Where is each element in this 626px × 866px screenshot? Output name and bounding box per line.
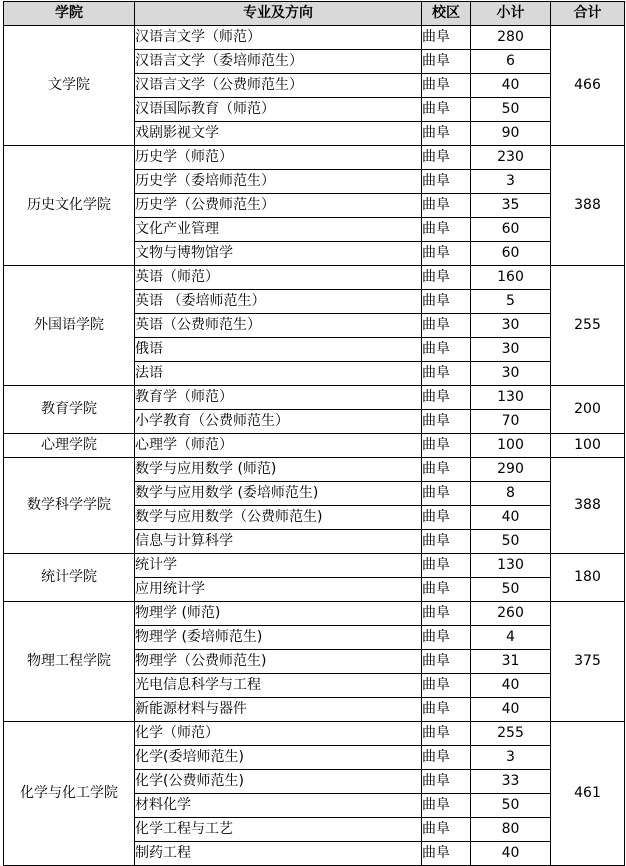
table-row [4, 26, 625, 50]
table-row [4, 266, 625, 290]
subtotal-cell: 40 [471, 842, 551, 866]
campus-cell: 曲阜 [422, 650, 471, 674]
subtotal-cell: 255 [471, 722, 551, 746]
major-cell: 汉语言文学（委培师范生） [135, 50, 422, 74]
subtotal-cell: 30 [471, 338, 551, 362]
major-cell: 制药工程 [135, 842, 422, 866]
total-cell: 461 [551, 722, 625, 866]
campus-cell: 曲阜 [422, 410, 471, 434]
subtotal-cell: 40 [471, 506, 551, 530]
campus-cell: 曲阜 [422, 194, 471, 218]
table-body [4, 26, 625, 866]
subtotal-cell: 50 [471, 578, 551, 602]
total-cell: 200 [551, 386, 625, 434]
major-cell: 小学教育（公费师范生） [135, 410, 422, 434]
major-cell: 法语 [135, 362, 422, 386]
total-cell: 388 [551, 458, 625, 554]
subtotal-cell: 6 [471, 50, 551, 74]
college-cell: 统计学院 [4, 554, 135, 602]
subtotal-cell: 280 [471, 26, 551, 50]
major-cell: 汉语言文学（师范） [135, 26, 422, 50]
college-cell: 历史文化学院 [4, 146, 135, 266]
campus-cell: 曲阜 [422, 122, 471, 146]
campus-cell: 曲阜 [422, 314, 471, 338]
college-cell: 化学与化工学院 [4, 722, 135, 866]
campus-cell: 曲阜 [422, 218, 471, 242]
campus-cell: 曲阜 [422, 458, 471, 482]
major-cell: 化学(公费师范生) [135, 770, 422, 794]
major-cell: 汉语言文学（公费师范生） [135, 74, 422, 98]
table-row [4, 722, 625, 746]
total-cell: 388 [551, 146, 625, 266]
subtotal-cell: 31 [471, 650, 551, 674]
total-cell: 100 [551, 434, 625, 458]
major-cell: 物理学 (师范) [135, 602, 422, 626]
major-cell: 应用统计学 [135, 578, 422, 602]
campus-cell: 曲阜 [422, 266, 471, 290]
major-cell: 数学与应用数学 (师范) [135, 458, 422, 482]
subtotal-cell: 160 [471, 266, 551, 290]
major-cell: 新能源材料与器件 [135, 698, 422, 722]
major-cell: 化学(委培师范生) [135, 746, 422, 770]
college-cell: 物理工程学院 [4, 602, 135, 722]
subtotal-cell: 90 [471, 122, 551, 146]
campus-cell: 曲阜 [422, 578, 471, 602]
major-cell: 文化产业管理 [135, 218, 422, 242]
campus-cell: 曲阜 [422, 290, 471, 314]
major-cell: 教育学（师范） [135, 386, 422, 410]
college-cell: 教育学院 [4, 386, 135, 434]
subtotal-cell: 30 [471, 362, 551, 386]
campus-cell: 曲阜 [422, 674, 471, 698]
total-cell: 466 [551, 26, 625, 146]
major-cell: 数学与应用数学 (委培师范生) [135, 482, 422, 506]
major-cell: 物理学 (委培师范生) [135, 626, 422, 650]
campus-cell: 曲阜 [422, 818, 471, 842]
major-cell: 历史学（委培师范生） [135, 170, 422, 194]
campus-cell: 曲阜 [422, 794, 471, 818]
campus-cell: 曲阜 [422, 770, 471, 794]
campus-cell: 曲阜 [422, 74, 471, 98]
campus-cell: 曲阜 [422, 50, 471, 74]
major-cell: 汉语国际教育（师范） [135, 98, 422, 122]
campus-cell: 曲阜 [422, 722, 471, 746]
campus-cell: 曲阜 [422, 698, 471, 722]
campus-cell: 曲阜 [422, 554, 471, 578]
major-cell: 文物与博物馆学 [135, 242, 422, 266]
header-total: 合计 [551, 2, 625, 26]
subtotal-cell: 35 [471, 194, 551, 218]
major-cell: 化学（师范） [135, 722, 422, 746]
table-row [4, 386, 625, 410]
major-cell: 英语（师范） [135, 266, 422, 290]
campus-cell: 曲阜 [422, 146, 471, 170]
campus-cell: 曲阜 [422, 530, 471, 554]
college-cell: 心理学院 [4, 434, 135, 458]
header-row [4, 2, 625, 26]
table-header [4, 2, 625, 26]
subtotal-cell: 230 [471, 146, 551, 170]
major-cell: 光电信息科学与工程 [135, 674, 422, 698]
table-row [4, 554, 625, 578]
subtotal-cell: 8 [471, 482, 551, 506]
campus-cell: 曲阜 [422, 338, 471, 362]
major-cell: 物理学（公费师范生) [135, 650, 422, 674]
campus-cell: 曲阜 [422, 98, 471, 122]
header-college: 学院 [4, 2, 135, 26]
subtotal-cell: 3 [471, 746, 551, 770]
header-subtotal: 小计 [471, 2, 551, 26]
subtotal-cell: 50 [471, 98, 551, 122]
campus-cell: 曲阜 [422, 434, 471, 458]
major-cell: 历史学（公费师范生） [135, 194, 422, 218]
subtotal-cell: 60 [471, 242, 551, 266]
subtotal-cell: 33 [471, 770, 551, 794]
major-cell: 戏剧影视文学 [135, 122, 422, 146]
campus-cell: 曲阜 [422, 482, 471, 506]
subtotal-cell: 60 [471, 218, 551, 242]
subtotal-cell: 260 [471, 602, 551, 626]
campus-cell: 曲阜 [422, 242, 471, 266]
subtotal-cell: 70 [471, 410, 551, 434]
subtotal-cell: 130 [471, 554, 551, 578]
subtotal-cell: 40 [471, 674, 551, 698]
college-cell: 数学科学学院 [4, 458, 135, 554]
major-cell: 化学工程与工艺 [135, 818, 422, 842]
college-cell: 文学院 [4, 26, 135, 146]
subtotal-cell: 290 [471, 458, 551, 482]
campus-cell: 曲阜 [422, 746, 471, 770]
table-row [4, 434, 625, 458]
subtotal-cell: 80 [471, 818, 551, 842]
subtotal-cell: 30 [471, 314, 551, 338]
subtotal-cell: 50 [471, 530, 551, 554]
campus-cell: 曲阜 [422, 170, 471, 194]
table-row [4, 458, 625, 482]
major-cell: 英语（公费师范生） [135, 314, 422, 338]
subtotal-cell: 100 [471, 434, 551, 458]
campus-cell: 曲阜 [422, 26, 471, 50]
subtotal-cell: 40 [471, 74, 551, 98]
campus-cell: 曲阜 [422, 602, 471, 626]
total-cell: 375 [551, 602, 625, 722]
table-row [4, 602, 625, 626]
campus-cell: 曲阜 [422, 842, 471, 866]
table-row [4, 146, 625, 170]
subtotal-cell: 3 [471, 170, 551, 194]
major-cell: 俄语 [135, 338, 422, 362]
major-cell: 英语 （委培师范生） [135, 290, 422, 314]
major-cell: 心理学（师范） [135, 434, 422, 458]
campus-cell: 曲阜 [422, 362, 471, 386]
major-cell: 历史学（师范） [135, 146, 422, 170]
major-cell: 材料化学 [135, 794, 422, 818]
college-cell: 外国语学院 [4, 266, 135, 386]
major-cell: 数学与应用数学（公费师范生) [135, 506, 422, 530]
subtotal-cell: 50 [471, 794, 551, 818]
campus-cell: 曲阜 [422, 506, 471, 530]
major-cell: 信息与计算科学 [135, 530, 422, 554]
header-campus: 校区 [422, 2, 471, 26]
header-major: 专业及方向 [135, 2, 422, 26]
major-cell: 统计学 [135, 554, 422, 578]
enrollment-table [3, 1, 625, 866]
campus-cell: 曲阜 [422, 386, 471, 410]
total-cell: 255 [551, 266, 625, 386]
subtotal-cell: 40 [471, 698, 551, 722]
subtotal-cell: 130 [471, 386, 551, 410]
campus-cell: 曲阜 [422, 626, 471, 650]
subtotal-cell: 4 [471, 626, 551, 650]
total-cell: 180 [551, 554, 625, 602]
subtotal-cell: 5 [471, 290, 551, 314]
